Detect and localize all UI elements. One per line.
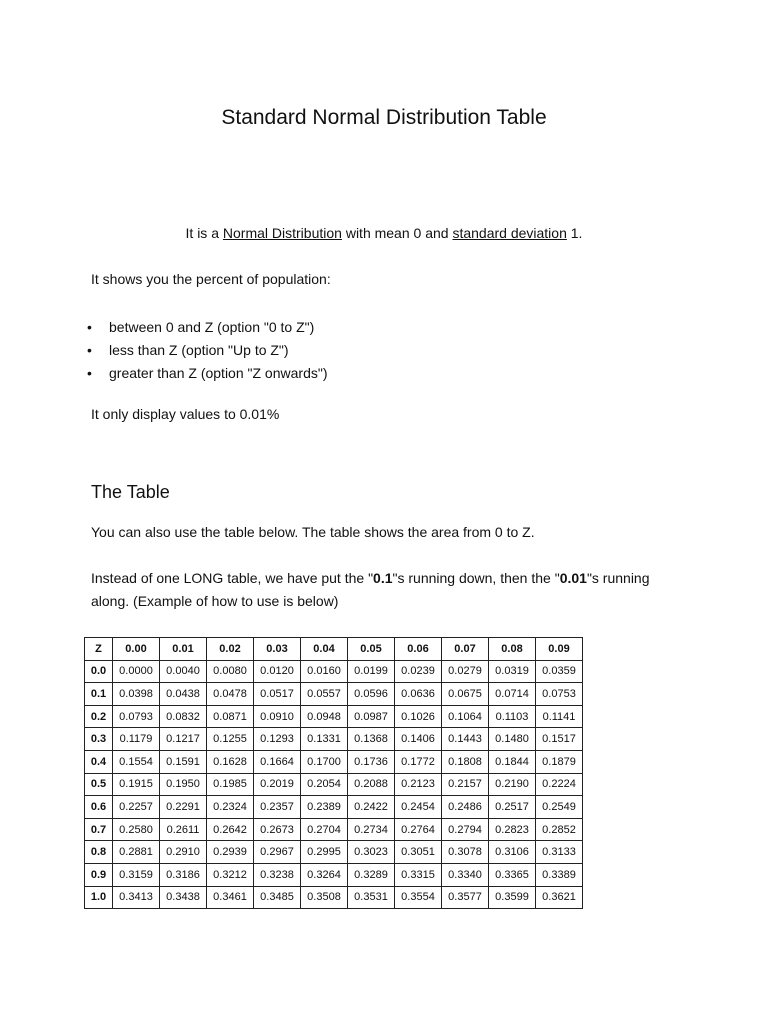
table-cell: 0.2517 <box>489 796 536 819</box>
option-list <box>87 317 328 386</box>
table-cell: 0.2852 <box>536 818 583 841</box>
table-cell: 0.3159 <box>113 863 160 886</box>
table-cell: 0.0948 <box>301 705 348 728</box>
table-cell: 0.0319 <box>489 660 536 683</box>
instructions-bold-0-01: 0.01 <box>559 570 587 586</box>
table-cell: 0.0398 <box>113 683 160 706</box>
table-cell: 0.1915 <box>113 773 160 796</box>
display-note: It only display values to 0.01% <box>91 406 280 422</box>
table-cell: 0.0438 <box>160 683 207 706</box>
table-cell: 0.3106 <box>489 841 536 864</box>
table-cell: 0.2673 <box>254 818 301 841</box>
table-cell: 0.0239 <box>395 660 442 683</box>
table-row <box>85 683 583 706</box>
table-cell: 0.1772 <box>395 750 442 773</box>
bullet-icon: • <box>87 365 92 381</box>
column-header: 0.00 <box>113 638 160 661</box>
table-description: You can also use the table below. The table shows the area from 0 to Z. <box>91 524 535 540</box>
table-row <box>85 863 583 886</box>
table-cell: 0.0714 <box>489 683 536 706</box>
row-header: 0.9 <box>85 863 113 886</box>
table-cell: 0.2123 <box>395 773 442 796</box>
table-cell: 0.0478 <box>207 683 254 706</box>
table-cell: 0.2019 <box>254 773 301 796</box>
table-cell: 0.2967 <box>254 841 301 864</box>
table-cell: 0.2910 <box>160 841 207 864</box>
table-cell: 0.3413 <box>113 886 160 909</box>
list-item <box>87 363 328 386</box>
list-item-text: less than Z (option "Up to Z") <box>109 342 289 358</box>
table-cell: 0.2611 <box>160 818 207 841</box>
list-item <box>87 340 327 363</box>
table-cell: 0.1064 <box>442 705 489 728</box>
list-item-text: between 0 and Z (option "0 to Z") <box>109 319 315 335</box>
table-cell: 0.0636 <box>395 683 442 706</box>
table-row <box>85 841 583 864</box>
table-cell: 0.1517 <box>536 728 583 751</box>
table-cell: 0.0279 <box>442 660 489 683</box>
table-cell: 0.2764 <box>395 818 442 841</box>
table-cell: 0.2486 <box>442 796 489 819</box>
table-cell: 0.2291 <box>160 796 207 819</box>
row-header: 0.3 <box>85 728 113 751</box>
table-cell: 0.1844 <box>489 750 536 773</box>
table-cell: 0.2704 <box>301 818 348 841</box>
table-cell: 0.0832 <box>160 705 207 728</box>
table-cell: 0.2357 <box>254 796 301 819</box>
table-cell: 0.3577 <box>442 886 489 909</box>
table-cell: 0.3438 <box>160 886 207 909</box>
shows-paragraph: It shows you the percent of population: <box>91 271 331 287</box>
instructions-part-a: Instead of one LONG table, we have put the " <box>91 570 374 586</box>
intro-line <box>0 223 768 243</box>
table-cell: 0.2734 <box>348 818 395 841</box>
instructions-part-d: "s running along. (Example of how to use is below) <box>91 570 650 609</box>
table-cell: 0.0793 <box>113 705 160 728</box>
table-cell: 0.3531 <box>348 886 395 909</box>
standard-deviation-link[interactable]: standard deviation <box>452 225 567 241</box>
table-cell: 0.2995 <box>301 841 348 864</box>
intro-prefix: It is a <box>185 225 223 241</box>
row-header: 0.6 <box>85 796 113 819</box>
page-title: Standard Normal Distribution Table <box>221 106 547 129</box>
table-row <box>85 773 583 796</box>
table-row <box>85 660 583 683</box>
table-cell: 0.3238 <box>254 863 301 886</box>
table-cell: 0.1700 <box>301 750 348 773</box>
table-cell: 0.1141 <box>536 705 583 728</box>
table-cell: 0.3554 <box>395 886 442 909</box>
table-cell: 0.2549 <box>536 796 583 819</box>
intro-middle: with mean 0 and <box>341 225 453 241</box>
instructions-bold-0-1: 0.1 <box>373 570 393 586</box>
table-cell: 0.3315 <box>395 863 442 886</box>
table-cell: 0.3621 <box>536 886 583 909</box>
table-cell: 0.2088 <box>348 773 395 796</box>
table-cell: 0.2580 <box>113 818 160 841</box>
table-row <box>85 886 583 909</box>
table-cell: 0.3023 <box>348 841 395 864</box>
table-cell: 0.0517 <box>254 683 301 706</box>
row-header: 0.0 <box>85 660 113 683</box>
table-cell: 0.0080 <box>207 660 254 683</box>
row-header: 0.2 <box>85 705 113 728</box>
table-row <box>85 705 583 728</box>
table-cell: 0.0040 <box>160 660 207 683</box>
table-cell: 0.1879 <box>536 750 583 773</box>
table-cell: 0.3340 <box>442 863 489 886</box>
table-cell: 0.2257 <box>113 796 160 819</box>
table-cell: 0.3365 <box>489 863 536 886</box>
table-cell: 0.3389 <box>536 863 583 886</box>
column-header: 0.09 <box>536 638 583 661</box>
instructions-part-c: "s running down, then the " <box>392 570 560 586</box>
table-cell: 0.2054 <box>301 773 348 796</box>
table-cell: 0.2389 <box>301 796 348 819</box>
table-cell: 0.0120 <box>254 660 301 683</box>
table-cell: 0.1103 <box>489 705 536 728</box>
column-header: 0.03 <box>254 638 301 661</box>
table-cell: 0.2794 <box>442 818 489 841</box>
table-cell: 0.1591 <box>160 750 207 773</box>
table-row <box>85 750 583 773</box>
table-cell: 0.1985 <box>207 773 254 796</box>
row-header: 0.1 <box>85 683 113 706</box>
table-cell: 0.1736 <box>348 750 395 773</box>
table-cell: 0.3186 <box>160 863 207 886</box>
column-header: 0.04 <box>301 638 348 661</box>
intro-suffix: 1. <box>566 225 583 241</box>
table-cell: 0.2881 <box>113 841 160 864</box>
table-cell: 0.3133 <box>536 841 583 864</box>
table-row <box>85 796 583 819</box>
table-cell: 0.2190 <box>489 773 536 796</box>
table-cell: 0.3461 <box>207 886 254 909</box>
column-header: 0.01 <box>160 638 207 661</box>
table-cell: 0.2224 <box>536 773 583 796</box>
row-header: 0.4 <box>85 750 113 773</box>
table-cell: 0.1443 <box>442 728 489 751</box>
table-cell: 0.0596 <box>348 683 395 706</box>
column-header: 0.05 <box>348 638 395 661</box>
row-header: 0.7 <box>85 818 113 841</box>
table-cell: 0.0557 <box>301 683 348 706</box>
table-cell: 0.0987 <box>348 705 395 728</box>
table-cell: 0.2422 <box>348 796 395 819</box>
column-header: 0.02 <box>207 638 254 661</box>
table-cell: 0.0359 <box>536 660 583 683</box>
table-cell: 0.0871 <box>207 705 254 728</box>
table-instructions <box>91 567 691 613</box>
table-cell: 0.2157 <box>442 773 489 796</box>
table-cell: 0.1554 <box>113 750 160 773</box>
table-cell: 0.1368 <box>348 728 395 751</box>
table-cell: 0.1480 <box>489 728 536 751</box>
table-cell: 0.2642 <box>207 818 254 841</box>
table-cell: 0.1628 <box>207 750 254 773</box>
table-cell: 0.0910 <box>254 705 301 728</box>
table-cell: 0.2823 <box>489 818 536 841</box>
table-cell: 0.3078 <box>442 841 489 864</box>
table-cell: 0.3051 <box>395 841 442 864</box>
table-row <box>85 728 583 751</box>
table-cell: 0.3599 <box>489 886 536 909</box>
table-cell: 0.2454 <box>395 796 442 819</box>
table-cell: 0.3508 <box>301 886 348 909</box>
table-cell: 0.1255 <box>207 728 254 751</box>
table-cell: 0.1331 <box>301 728 348 751</box>
table-row <box>85 818 583 841</box>
row-header: 0.8 <box>85 841 113 864</box>
table-cell: 0.3289 <box>348 863 395 886</box>
table-cell: 0.3212 <box>207 863 254 886</box>
list-item-text: greater than Z (option "Z onwards") <box>109 365 328 381</box>
table-cell: 0.0675 <box>442 683 489 706</box>
table-body <box>85 660 583 909</box>
corner-header: Z <box>85 638 113 661</box>
table-cell: 0.0160 <box>301 660 348 683</box>
table-cell: 0.1217 <box>160 728 207 751</box>
table-header-row <box>85 638 583 661</box>
table-cell: 0.3485 <box>254 886 301 909</box>
list-item <box>87 317 327 340</box>
table-cell: 0.0000 <box>113 660 160 683</box>
bullet-icon: • <box>87 342 92 358</box>
table-cell: 0.3264 <box>301 863 348 886</box>
table-cell: 0.1026 <box>395 705 442 728</box>
column-header: 0.06 <box>395 638 442 661</box>
table-cell: 0.1664 <box>254 750 301 773</box>
column-header: 0.07 <box>442 638 489 661</box>
table-cell: 0.1950 <box>160 773 207 796</box>
z-table <box>84 637 583 909</box>
table-cell: 0.2939 <box>207 841 254 864</box>
table-cell: 0.0199 <box>348 660 395 683</box>
table-cell: 0.2324 <box>207 796 254 819</box>
row-header: 0.5 <box>85 773 113 796</box>
table-cell: 0.1406 <box>395 728 442 751</box>
table-cell: 0.1293 <box>254 728 301 751</box>
table-cell: 0.1179 <box>113 728 160 751</box>
table-cell: 0.0753 <box>536 683 583 706</box>
column-header: 0.08 <box>489 638 536 661</box>
row-header: 1.0 <box>85 886 113 909</box>
section-heading: The Table <box>91 482 170 502</box>
bullet-icon: • <box>87 319 92 335</box>
table-cell: 0.1808 <box>442 750 489 773</box>
normal-distribution-link[interactable]: Normal Distribution <box>222 225 342 241</box>
